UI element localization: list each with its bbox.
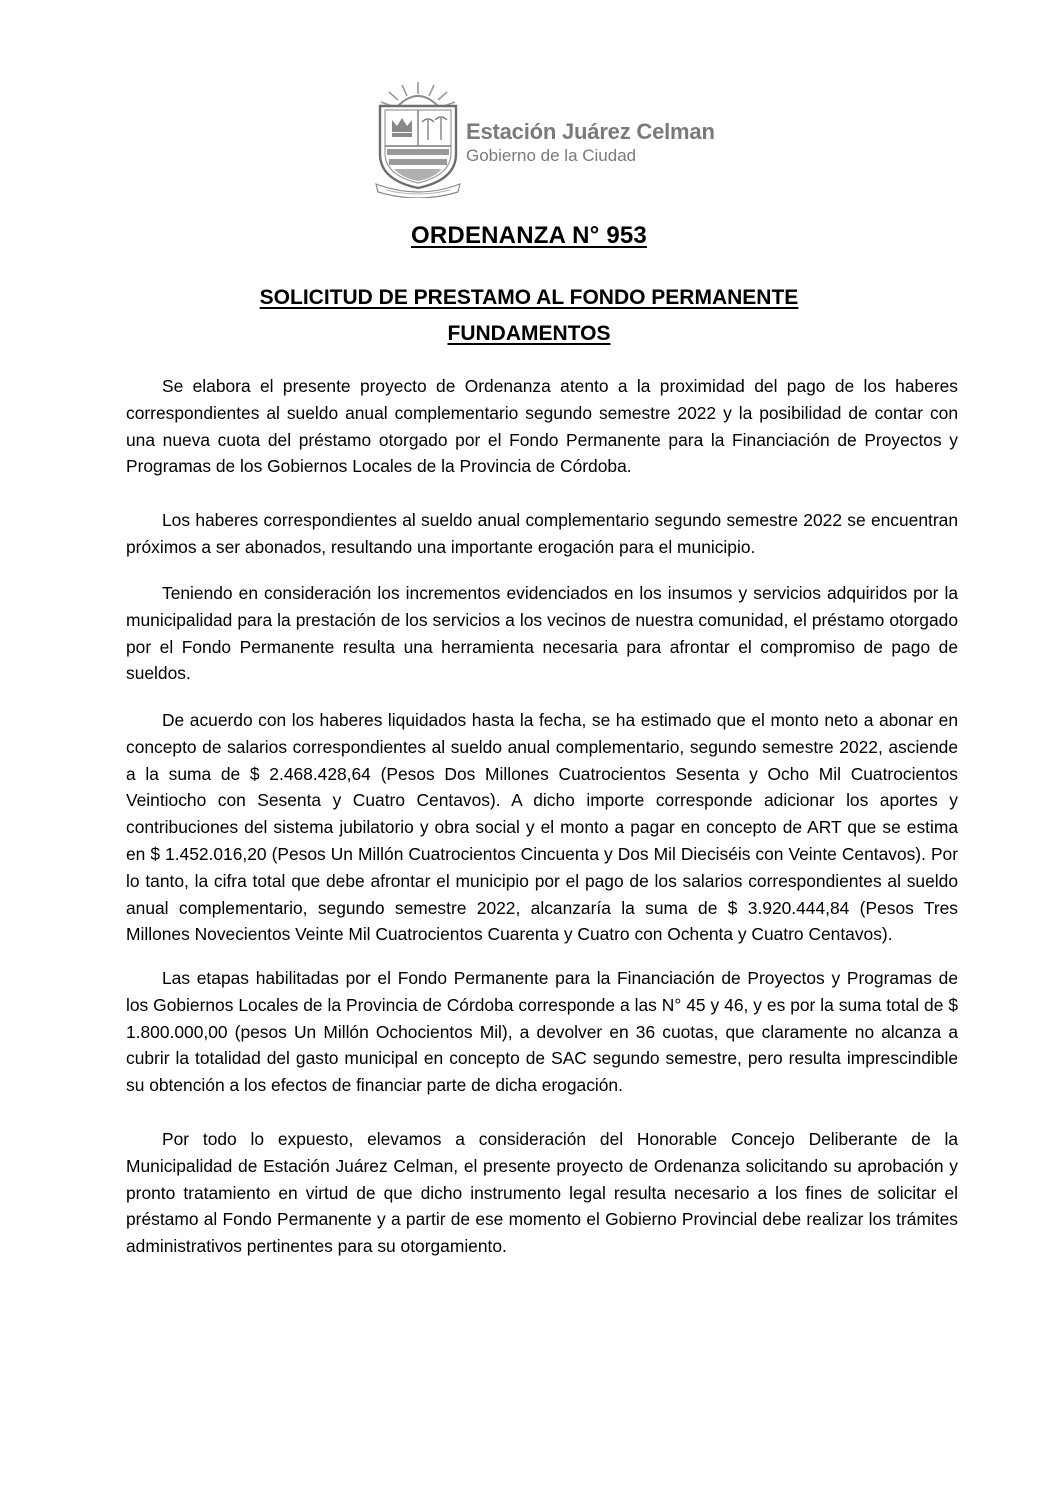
- letterhead: [372, 80, 732, 200]
- paragraph-3: Teniendo en consideración los incrementos evidenciados en los insumos y servicios adquiridos por la municipalidad para la prestación de los servicios a los vecinos de nuestra comunidad, el préstamo otorgado por el Fondo Permanente resulta una herramienta necesaria para afrontar el compromiso de pago de sueldos.: [126, 583, 958, 684]
- section-heading: FUNDAMENTOS: [447, 322, 611, 345]
- org-name: Estación Juárez Celman: [466, 119, 715, 144]
- paragraph-5: Las etapas habilitadas por el Fondo Permanente para la Financiación de Proyectos y Programas de los Gobiernos Locales de la Provincia de Córdoba corresponde a las N° 45 y 46, y es por la suma total de $ 1.800.000,00 (pesos Un Millón Ochocientos Mil), a devolver en 36 cuotas, que claramente no alcanza a cubrir la totalidad del gasto municipal en concepto de SAC segundo semestre, pero resulta imprescindible su obtención a los efectos de financiar parte de dicha erogación.: [126, 968, 958, 1096]
- org-subtitle: Gobierno de la Ciudad: [466, 146, 637, 165]
- paragraph-4: De acuerdo con los haberes liquidados hasta la fecha, se ha estimado que el monto neto a abonar en concepto de salarios correspondientes al sueldo anual complementario, segundo semestre 2022, asciende a la suma de $ 2.468.428,64 (Pesos Dos Millones Cuatrocientos Sesenta y Ocho Mil Cuatrocientos Veintiocho con Sesenta y Cuatro Centavos). A dicho importe corresponde adicionar los aportes y contribuciones del sistema jubilatorio y obra social y el monto a pagar en concepto de ART que se estima en $ 1.452.016,20 (Pesos Un Millón Cuatrocientos Cincuenta y Dos Mil Dieciséis con Veinte Centavos). Por lo tanto, la cifra total que debe afrontar el municipio por el pago de los salarios correspondientes al sueldo anual complementario, segundo semestre 2022, alcanzaría la suma de $ 3.920.444,84 (Pesos Tres Millones Novecientos Veinte Mil Cuatrocientos Cuarenta y Cuatro con Ochenta y Cuatro Centavos).: [126, 710, 958, 945]
- paragraph-2: Los haberes correspondientes al sueldo anual complementario segundo semestre 2022 se encuentran próximos a ser abonados, resultando una importante erogación para el municipio.: [126, 510, 958, 557]
- paragraph-6: Por todo lo expuesto, elevamos a consideración del Honorable Concejo Deliberante de la Municipalidad de Estación Juárez Celman, el presente proyecto de Ordenanza solicitando su aprobación y pronto tratamiento en virtud de que dicho instrumento legal resulta necesario a los fines de solicitar el préstamo al Fondo Permanente y a partir de ese momento el Gobierno Provincial debe realizar los trámites administrativos pertinentes para su otorgamiento.: [126, 1129, 958, 1257]
- coat-of-arms-icon: [372, 80, 464, 198]
- document-title: ORDENANZA N° 953: [411, 222, 647, 249]
- paragraph-1: Se elabora el presente proyecto de Ordenanza atento a la proximidad del pago de los haberes correspondientes al sueldo anual complementario segundo semestre 2022 y la posibilidad de contar con una nueva cuota del préstamo otorgado por el Fondo Permanente para la Financiación de Proyectos y Programas de los Gobiernos Locales de la Provincia de Córdoba.: [126, 376, 958, 477]
- document-subtitle: SOLICITUD DE PRESTAMO AL FONDO PERMANENTE: [259, 286, 799, 309]
